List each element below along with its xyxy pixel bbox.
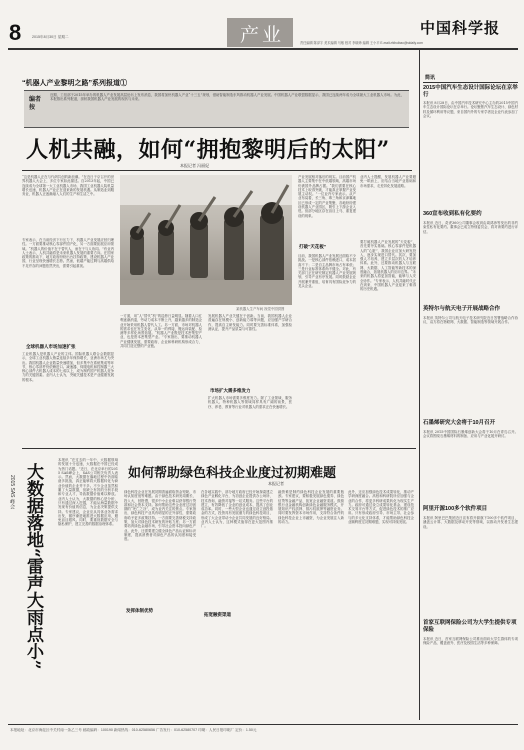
editor-note-text: 近期，工信部于2015年举办的机器人产业发展高层论坛上发布消息，我国将加快机器人产业“十三五”规划，借助智能制造东风推动机器人产业发展。中国机器人产业联盟数据显示，我国已连续两年成为全球最大工业机器人市场。为此，本报推出系列报道，剖析我国机器人产业发展的现状与未来。 xyxy=(50,93,404,102)
header-rule xyxy=(8,48,518,50)
sidebar-item-5-title: 阿里开源100多个软件项目 xyxy=(423,506,488,512)
sidebar-heading: 简讯 xyxy=(425,75,436,81)
page-header xyxy=(0,0,524,48)
second-byline: 本报记者 xyxy=(268,481,284,486)
vertical-headline: 大数据落地“雷声大雨点小” xyxy=(23,463,43,670)
page-number: 8 xyxy=(9,20,22,45)
photo-caption: 某机器人生产车间 视觉中国供图 xyxy=(236,307,285,311)
section-label: 产业 xyxy=(240,25,285,46)
sidebar-item-2-title: 360宣布收到私有化要约 xyxy=(423,211,482,217)
sidebar-heading-rule xyxy=(423,82,518,83)
vertical-headline-box xyxy=(8,455,54,720)
second-article-col-2: 在各地实践中，部分地方政府已经开始探索建立绿色产业孵化平台，为初创企业提供办公场所、技术咨询、融资对接等一站式服务。这些平台的建立，有效降低了企业的创业成本，提高了创业成功率。同时，一些大型企业也通过设立创投基金的方式，投资具有发展潜力的绿色科技项目，形成了大企业带动小企业共同发展的良好格局。业内人士认为，这种模式值得在更大范围内推广。 xyxy=(201,490,273,529)
sidebar-item-4-body: 本报讯 2015中国国际石墨烯创新大会将于10月在青岛召开。会议将围绕石墨烯材料的制备、应用与产业化展开研讨。 xyxy=(423,430,518,439)
second-article-col-4: 此外，还应加强绿色技术成果转化，推动产学研深度融合。高校和科研院所应加强与企业的合作，将更多科研成果转化为现实生产力。政府可通过设立成果转化基金、建设技术交易平台等方式，促进绿色技术的推广应用。只有形成政府引导、市场主导、社会参与的多元化支持体系，才能帮助绿色科技企业顺利度过初期难题，实现可持续发展。 xyxy=(348,490,414,525)
main-byline: 本报记者 冯丽妃 xyxy=(180,163,210,168)
sidebar-item-5-body: 本报讯 阿里巴巴集团近日宣布将开源旗下100多个软件项目，涵盖云计算、大数据及移动开发等领域，以推动开发者生态建设。 xyxy=(423,516,518,529)
subhead-financing: 拓宽融资渠道 xyxy=(204,612,231,617)
main-article-col-5: 业内人士提醒，发展机器人产业要避免一哄而上，应结合当地产业基础和市场需求，走差异化发展道路。 xyxy=(360,175,416,188)
main-article-col-5b: 要打破机器人产业发展的“天花板”，首先要夯实基础。核心零部件是机器人的“心脏”，我国企业应加大研发投入，逐步实现进口替代。其次，要加强人才培养，建立多层次的人才培养体系。此外，还要推动机器人与互联网、大数据、人工智能等新技术的深度融合，拓展机器人的应用边界。“未来的机器人将更加智能，能够与人安全协作。”专家表示，人机共融时代正在到来，中国机器人产业迎来了难得的历史机遇。 xyxy=(360,240,416,292)
editor-note-tag: 编者按 xyxy=(29,96,42,111)
sidebar-item-6-title: 首家互联网保险公司为大学生提供专项保险 xyxy=(423,620,517,633)
sidebar-item-4-title: 石墨烯研究大会将于10月召开 xyxy=(423,420,496,426)
sidebar-item-6-body: 本报讯 近日，首家互联网保险公司推出面向大学生群体的专项保险产品，覆盖意外、医疗及校园生活等多种保障。 xyxy=(423,637,518,646)
vertical-tag: 2015 SAS 峰会 xyxy=(9,475,15,509)
robot-arms-illustration xyxy=(120,175,292,305)
series-label: “机器人产业黎明之路”系列报道① xyxy=(22,80,127,87)
main-article-col-1b: 专家表示，在当前经济下行压力下，机器人产业发展应回归理性。一方面要推动核心零部件国产化，另一方面要拓展应用领域。“机器人的价值不在于替代人，而在于与人协同。”有业内人士表示，人机共融将是未来机器人发展的重要方向。在国家政策的推动下，地方政府纷纷出台扶持政策，建设机器人产业园，行业呈现快速增长态势。然而，低端产能过剩与高端供给不足并存的问题依然突出，需要引起重视。 xyxy=(22,238,114,268)
bigdata-article: 本报讯 “在过去的一年中，大数据领域的发展十分迅速，大数据在中国已经成为热门话题。”近日，在北京举行的2015 SAS峰会上，SAS公司相关负责人表示。然而，大数据在落地过程中仍面临诸多挑战，真正能够将大数据转化为商业价值的企业并不多。不少企业虽然积累了大量数据，但缺乏有效的分析手段和专业人才，导致数据价值难以释放。业内人士认为，大数据的核心是分析，只有通过深入挖掘，才能从海量数据中发现有价值的信息，为企业决策提供支持。专家建议，企业应从具体业务需求出发，循序渐进地推进大数据应用，避免盲目跟风。同时，要重视数据安全与隐私保护，建立完善的数据治理体系。 xyxy=(58,458,118,527)
main-article-col-3: 发展机器人产业关键在于创新。当前，我国机器人企业普遍存在规模小、创新能力弱等问题，应加强产学研合作，提高自主研发能力。同时要完善标准体系，加强检测认证，提升产品质量与可靠性。 xyxy=(208,314,292,331)
masthead: 中国科学报 xyxy=(420,19,501,37)
headline-rule xyxy=(22,170,412,171)
footer-text: 本报地址：北京市海淀区中关村南一条乙三号 邮政编码：100190 新闻热线：010-62580656 广告发行：010-62580707 印刷：人民日报印刷厂 定价：1.50元 xyxy=(10,728,257,732)
editor-line: 责任编辑 陈泽宇 美术编辑 马敏 校对 李晓珍 编辑 王小平 E-mail:zhihuibao@stdaily.com xyxy=(300,41,423,45)
main-article-col-1: “这是机器人正在与代码共创的新浪潮。”在近日于京召开的世界机器人大会上，多位专家如此描述。自2013年起，中国已连续成为全球第一大工业机器人市场，我国工业机器人装机量增长迅速，机器人产业正在迎来新的发展机遇。从制造业到服务业，机器人正逐渐融入人们的生产和生活之中。 xyxy=(22,175,114,197)
main-headline: 人机共融，如何“拥抱黎明后的太阳” xyxy=(26,137,390,163)
sidebar-item-3-body: 本报讯 英特尔公司与航天电子技术研究院近日签署战略合作协议，双方将在物联网、大数据、智能制造等领域开展合作。 xyxy=(423,316,518,325)
second-article-col-1: 绿色科技企业在发展初期普遍面临资金短缺、市场认知度低等难题。由于绿色技术研发周期长、投入大，回报慢，很多中小企业难以获得银行贷款和社会资本支持。如何帮助这些企业度过初创期的“死亡之谷”，成为业内关注的焦点。专家指出，绿色科技产业具有明显的正外部性，需要政府给予更多政策扶持。一方面要完善财税支持政策，加大对绿色技术研发的补贴力度；另一方面要培育绿色金融市场，引导社会资本投向绿色产业。此外，还需要建立健全绿色产品认证和标识制度，提高消费者对绿色产品的认知度和接受度。 xyxy=(124,490,196,542)
subhead-break-ceiling: 打破“天花板” xyxy=(299,244,326,249)
second-article-col-3: 融资难是制约绿色科技企业发展的重要瓶颈。专家建议，要积极发展绿色债券、绿色信贷等金融产品，拓宽企业融资渠道。鼓励银行业金融机构创新绿色金融服务模式，开展知识产权质押、排污权抵押等融资业务。同时要发挥资本市场作用，支持符合条件的绿色科技企业上市融资，为企业发展注入新的动力。 xyxy=(278,490,344,525)
column-divider-right xyxy=(419,50,420,720)
main-article-col-3b: 扩大机器人市场需要多维度发力。除了工业领域，服务机器人、特种机器人等领域同样具有广阔的前景，医疗、养老、教育等行业对机器人的需求正在快速增长。 xyxy=(208,396,292,409)
sidebar-item-3-title: 英特尔与航天电子开展战略合作 xyxy=(423,306,501,312)
subhead-institutional: 发挥体制优势 xyxy=(126,608,153,613)
main-article-col-1c: 工业机器人是机器人产业的主体。国际机器人联合会数据显示，全球工业机器人销量连续多年保持增长，亚洲市场尤为突出。我国机器人企业数量快速增加，但多集中在系统集成等环节，核心零部件仍依赖进口。减速器、伺服电机和控制器三大核心部件占机器人成本的七成以上，成为制约国产机器人竞争力的关键因素。业内人士认为，突破关键技术是产业健康发展的根本。 xyxy=(22,352,114,382)
sidebar-item-1-title: 2015中国汽车生态设计国际论坛在京举行 xyxy=(423,85,518,98)
factory-photo xyxy=(120,175,292,305)
issue-date: 2015年8月30日 星期二 xyxy=(32,35,69,39)
section-divider xyxy=(22,448,416,449)
second-headline: 如何帮助绿色科技企业度过初期难题 xyxy=(128,466,337,481)
footer-rule xyxy=(8,724,518,725)
main-article-col-4b: 目前，我国机器人产业发展还面临不少挑战。一是核心部件依赖进口，成本居高不下；二是自主品牌市场占有率低；三是行业标准体系尚不健全。对此，有关部门正在研究制定机器人产业发展规划，引导产业有序发展。同时鼓励企业开展兼并重组，培育具有国际竞争力的龙头企业。 xyxy=(298,254,356,289)
sidebar-item-2-body: 本报讯 近日，奇虎360公司董事会收到由周鸿祎等发出的非约束性私有化要约。董事会已成立特别委员会，将对该要约进行评估。 xyxy=(423,221,518,234)
subhead-global-market: 全球机器人市场加速扩张 xyxy=(26,344,76,349)
sidebar xyxy=(423,74,518,720)
main-article-col-4: 产业发展相对落后的现实。目前国产机器人主要集中在中低端领域，高端市场仍被国外品牌占据。“我们需要在核心技术上取得突破，才能真正掌握产业发展主动权。”一位业内专家表示。从产业布局看，长三角、珠三角和京津冀地区已形成一定的产业集聚，各地纷纷建设机器人产业园区，吸引上下游企业入驻。但部分地区存在盲目上马、重复建设的现象。 xyxy=(298,175,356,218)
main-article-col-2: 一方面，用“人”替代“机”的趋势日益明显。随着人口红利逐渐消退，劳动力成本不断上升，越来越多的制造企业开始采用机器人替代人工。另一方面，市场对机器人的需求也在发生变化，从单一的焊接、搬运向装配、检测等多样化场景拓展。“机器人产业既是技术密集型产业，也是资本密集型产业。”专家指出，要推动机器人产业健康发展，需要政府、企业和科研机构形成合力，共同打造完整的产业链。 xyxy=(120,314,202,349)
sidebar-item-1-body: 本报讯 8月28日，由中国汽车技术研究中心主办的2015中国汽车生态设计国际论坛在京举行。论坛聚焦汽车生态设计、绿色材料及循环利用等议题，来自国内外的专家学者及企业代表参加了会议。 xyxy=(423,101,518,118)
subhead-market-expansion: 市场扩大需多维发力 xyxy=(210,388,251,393)
